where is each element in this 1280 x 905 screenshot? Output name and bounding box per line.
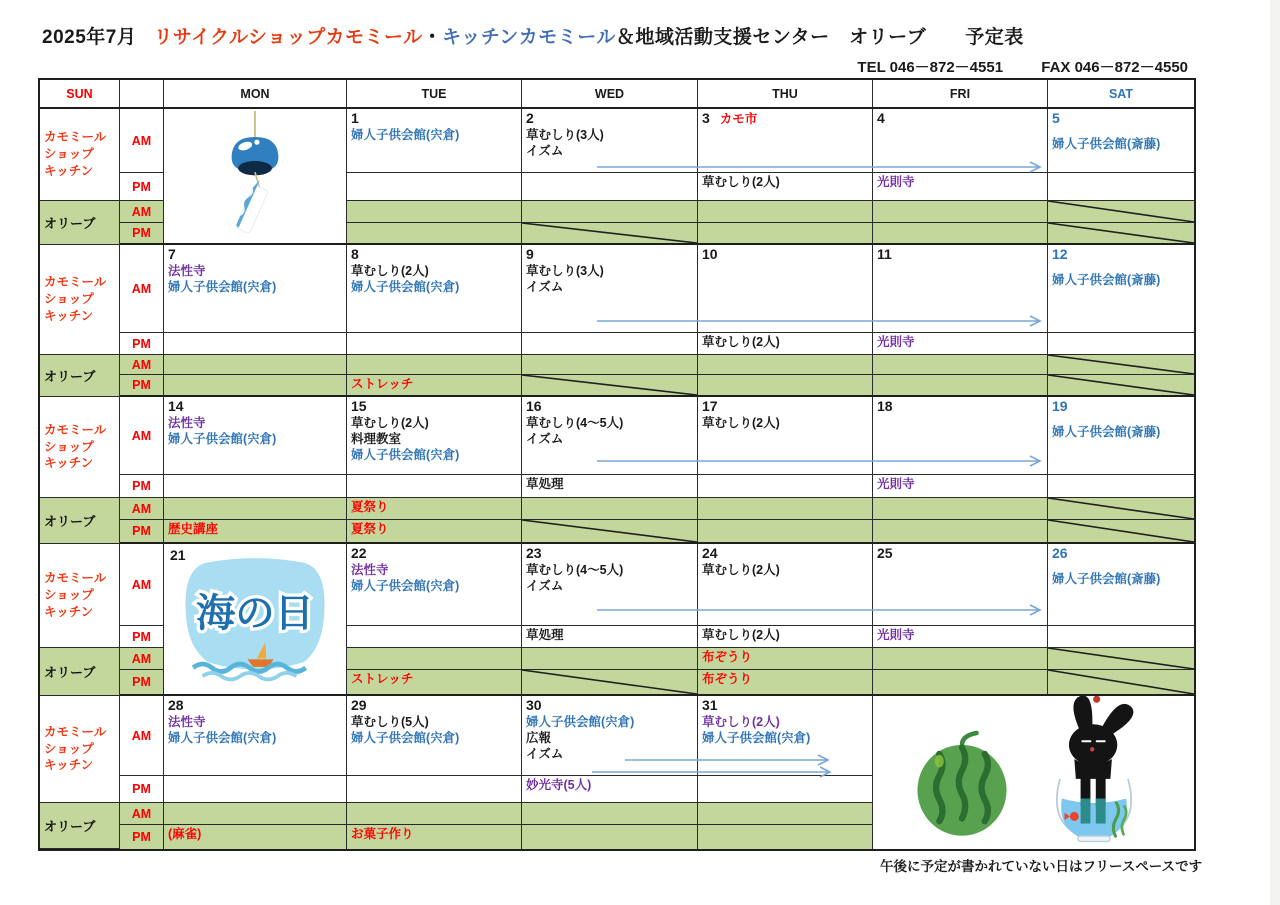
row-label-kamomile: カモミール ショップ キッチン — [40, 696, 120, 803]
olive-am-cell — [347, 355, 522, 375]
header-mon: MON — [164, 80, 347, 109]
olive-pm-cell: 布ぞうり — [698, 670, 873, 696]
olive-am-cell — [698, 355, 873, 375]
date-24: 24 — [702, 545, 718, 561]
date-14: 14 — [168, 398, 184, 414]
diagonal-line — [1048, 355, 1194, 374]
header-fri: FRI — [873, 80, 1048, 109]
footer-note: 午後に予定が書かれていない日はフリースペースです — [880, 859, 1203, 874]
cell-day3-pm: 草むしり(2人) — [698, 173, 873, 201]
cell-day10-am — [698, 245, 873, 333]
diagonal-line — [1048, 375, 1194, 395]
week-2 — [40, 245, 1194, 397]
cell-day7-am: 7 法性寺 婦人子供会館(宍倉) — [164, 245, 347, 333]
cell-day11-pm: 光則寺 — [873, 333, 1048, 355]
am-label: AM — [120, 696, 164, 776]
olive-am-cell — [873, 648, 1048, 670]
row-label-olive: オリーブ — [40, 803, 120, 849]
am-label: AM — [120, 245, 164, 333]
date-25: 25 — [877, 545, 893, 561]
row-label-olive: オリーブ — [40, 498, 120, 544]
week-5 — [40, 696, 1194, 849]
cell-day10-pm: 草むしり(2人) — [698, 333, 873, 355]
olive-pm-cell — [873, 670, 1048, 696]
pm-label: PM — [120, 173, 164, 201]
olive-am-cell — [873, 355, 1048, 375]
cell-day26-pm — [1048, 626, 1194, 648]
pm-label: PM — [120, 333, 164, 355]
cell-day16-am: 16 草むしり(4～5人) イズム — [522, 397, 698, 475]
row-label-kamomile: カモミール ショップ キッチン — [40, 109, 120, 201]
pm-label: PM — [120, 475, 164, 498]
diagonal-line — [1048, 498, 1194, 519]
cell-fri-sat-illustrations — [873, 696, 1194, 849]
cell-day18-pm: 光則寺 — [873, 475, 1048, 498]
olive-pm-label: PM — [120, 670, 164, 696]
date-31: 31 — [702, 697, 718, 713]
title-separator: ・ — [422, 27, 443, 48]
olive-pm-cell — [347, 223, 522, 245]
marine-day-illustration — [180, 553, 330, 685]
cell-day29-pm — [347, 776, 522, 803]
cell-day16-pm: 草処理 — [522, 475, 698, 498]
cell-day1-am: 1 婦人子供会館(宍倉) — [347, 109, 522, 173]
header-thu: THU — [698, 80, 873, 109]
page-title — [42, 22, 1024, 49]
cell-day24-pm: 草むしり(2人) — [698, 626, 873, 648]
cell-day9-pm — [522, 333, 698, 355]
date-19: 19 — [1052, 398, 1068, 414]
row-label-olive: オリーブ — [40, 355, 120, 397]
diagonal-line — [1048, 648, 1194, 669]
olive-pm-cell: お菓子作り — [347, 825, 522, 849]
row-label-kamomile: カモミール ショップ キッチン — [40, 544, 120, 648]
date-8: 8 — [351, 246, 359, 262]
olive-am-cell — [873, 498, 1048, 520]
olive-pm-cell-closed — [522, 520, 698, 544]
olive-am-cell: 夏祭り — [347, 498, 522, 520]
cell-day4-pm: 光則寺 — [873, 173, 1048, 201]
cell-day23-pm: 草処理 — [522, 626, 698, 648]
cell-day25-pm: 光則寺 — [873, 626, 1048, 648]
cell-day5-pm — [1048, 173, 1194, 201]
date-26: 26 — [1052, 545, 1068, 561]
diagonal-line — [522, 375, 697, 395]
olive-pm-cell: ストレッチ — [347, 670, 522, 696]
header-tue: TUE — [347, 80, 522, 109]
olive-pm-cell-closed — [1048, 520, 1194, 544]
date-29: 29 — [351, 697, 367, 713]
title-kitchen: キッチンカモミール — [442, 27, 616, 48]
cell-day9-am: 9 草むしり(3人) イズム — [522, 245, 698, 333]
header-ampm-spacer — [120, 80, 164, 109]
olive-pm-cell — [873, 223, 1048, 245]
date-17: 17 — [702, 398, 718, 414]
rabbit-fishbowl-illustration — [1038, 696, 1150, 845]
olive-pm-cell: (麻雀) — [164, 825, 347, 849]
date-3: 3 — [702, 110, 710, 126]
olive-pm-cell: 夏祭り — [347, 520, 522, 544]
olive-pm-cell: ストレッチ — [347, 375, 522, 397]
olive-pm-label: PM — [120, 520, 164, 544]
olive-am-cell-closed — [1048, 201, 1194, 223]
date-15: 15 — [351, 398, 367, 414]
row-label-olive: オリーブ — [40, 648, 120, 696]
cell-mon-wind-chime — [164, 109, 347, 245]
olive-am-label: AM — [120, 803, 164, 825]
cell-day5-am: 5 婦人子供会館(斎藤) — [1048, 109, 1194, 173]
cell-day17-pm — [698, 475, 873, 498]
cell-day11-am — [873, 245, 1048, 333]
cell-day24-am: 24 草むしり(2人) — [698, 544, 873, 626]
diagonal-line — [1048, 223, 1194, 243]
fax-number: FAX 046－872－4550 — [1041, 59, 1188, 76]
title-recycle-shop: リサイクルショップカモミール — [153, 27, 423, 48]
olive-pm-cell-closed — [1048, 670, 1194, 696]
week-3 — [40, 397, 1194, 544]
olive-am-cell — [522, 803, 698, 825]
cell-day30-am: 30 婦人子供会館(宍倉) 広報 イズム — [522, 696, 698, 776]
cell-day19-am: 19 婦人子供会館(斎藤) — [1048, 397, 1194, 475]
page-edge — [1270, 0, 1280, 905]
cell-day3-am — [698, 109, 873, 173]
cell-day21-marine-day — [164, 544, 347, 696]
date-16: 16 — [526, 398, 542, 414]
olive-am-cell — [698, 498, 873, 520]
header-wed: WED — [522, 80, 698, 109]
olive-am-cell — [522, 498, 698, 520]
schedule-table — [38, 78, 1196, 851]
olive-pm-cell-closed — [522, 670, 698, 696]
header-sat: SAT — [1048, 80, 1194, 109]
olive-pm-cell-closed — [1048, 223, 1194, 245]
date-21: 21 — [170, 547, 186, 563]
olive-pm-cell: 歴史講座 — [164, 520, 347, 544]
olive-am-cell-closed — [1048, 498, 1194, 520]
date-10: 10 — [702, 246, 718, 262]
cell-day4-am — [873, 109, 1048, 173]
cell-day12-pm — [1048, 333, 1194, 355]
cell-day28-am: 28 法性寺 婦人子供会館(宍倉) — [164, 696, 347, 776]
olive-am-label: AM — [120, 355, 164, 375]
olive-am-cell — [522, 355, 698, 375]
diagonal-line — [1048, 520, 1194, 542]
kamo-market-event: カモ市 — [719, 112, 758, 126]
date-2: 2 — [526, 110, 534, 126]
olive-am-cell — [698, 803, 873, 825]
date-28: 28 — [168, 697, 184, 713]
week-4 — [40, 544, 1194, 696]
contact-info — [857, 56, 1188, 77]
olive-am-cell: 布ぞうり — [698, 648, 873, 670]
cell-day2-am: 2 草むしり(3人) イズム — [522, 109, 698, 173]
wind-chime-illustration — [200, 111, 310, 241]
pm-label: PM — [120, 776, 164, 803]
cell-day23-am: 23 草むしり(4～5人) イズム — [522, 544, 698, 626]
header-sun: SUN — [40, 80, 120, 109]
cell-day28-pm — [164, 776, 347, 803]
date-18: 18 — [877, 398, 893, 414]
date-4: 4 — [877, 110, 885, 126]
cell-day7-pm — [164, 333, 347, 355]
cell-day30-pm: 妙光寺(5人) — [522, 776, 698, 803]
olive-pm-cell — [698, 223, 873, 245]
olive-pm-label: PM — [120, 825, 164, 849]
date-30: 30 — [526, 697, 542, 713]
am-label: AM — [120, 544, 164, 626]
olive-pm-label: PM — [120, 223, 164, 245]
date-5: 5 — [1052, 110, 1060, 126]
diagonal-line — [522, 520, 697, 542]
cell-day29-am: 29 草むしり(5人) 婦人子供会館(宍倉) — [347, 696, 522, 776]
date-12: 12 — [1052, 246, 1068, 262]
date-9: 9 — [526, 246, 534, 262]
cell-day1-pm — [347, 173, 522, 201]
olive-am-cell — [347, 803, 522, 825]
olive-pm-cell — [698, 520, 873, 544]
cell-day14-am: 14 法性寺 婦人子供会館(宍倉) — [164, 397, 347, 475]
row-label-kamomile: カモミール ショップ キッチン — [40, 397, 120, 498]
cell-day8-am: 8 草むしり(2人) 婦人子供会館(宍倉) — [347, 245, 522, 333]
date-7: 7 — [168, 246, 176, 262]
date-1: 1 — [351, 110, 359, 126]
weekday-header-row — [40, 80, 1194, 109]
olive-am-cell — [347, 648, 522, 670]
date-23: 23 — [526, 545, 542, 561]
row-label-kamomile: カモミール ショップ キッチン — [40, 245, 120, 355]
olive-am-cell — [164, 803, 347, 825]
date-11: 11 — [877, 246, 892, 262]
olive-am-cell-closed — [1048, 355, 1194, 375]
olive-pm-cell — [873, 520, 1048, 544]
cell-day15-pm — [347, 475, 522, 498]
diagonal-line — [522, 670, 697, 694]
olive-pm-cell — [873, 375, 1048, 397]
olive-am-cell — [873, 201, 1048, 223]
olive-am-label: AM — [120, 201, 164, 223]
olive-am-cell-closed — [1048, 648, 1194, 670]
olive-pm-cell-closed — [522, 223, 698, 245]
title-suffix: ＆地域活動支援センター オリーブ 予定表 — [615, 27, 1024, 48]
olive-am-cell — [698, 201, 873, 223]
am-label: AM — [120, 397, 164, 475]
olive-pm-cell — [164, 375, 347, 397]
cell-day8-pm — [347, 333, 522, 355]
olive-am-cell — [164, 498, 347, 520]
svg-text:海の日: 海の日 — [195, 591, 315, 636]
cell-day15-am: 15 草むしり(2人) 料理教室 婦人子供会館(宍倉) — [347, 397, 522, 475]
olive-pm-cell-closed — [1048, 375, 1194, 397]
cell-day19-pm — [1048, 475, 1194, 498]
olive-pm-cell — [522, 825, 698, 849]
diagonal-line — [1048, 201, 1194, 222]
tel-number: TEL 046－872－4551 — [857, 59, 1004, 76]
cell-day18-am — [873, 397, 1048, 475]
cell-day22-am: 22 法性寺 婦人子供会館(宍倉) — [347, 544, 522, 626]
olive-am-label: AM — [120, 648, 164, 670]
cell-day26-am: 26 婦人子供会館(斎藤) — [1048, 544, 1194, 626]
olive-am-cell — [164, 355, 347, 375]
olive-am-cell — [347, 201, 522, 223]
cell-day31-am: 31 草むしり(2人) 婦人子供会館(宍倉) — [698, 696, 873, 776]
cell-day22-pm — [347, 626, 522, 648]
cell-day2-pm — [522, 173, 698, 201]
diagonal-line — [522, 223, 697, 243]
title-month: 2025年7月 — [42, 27, 137, 48]
row-label-olive: オリーブ — [40, 201, 120, 245]
cell-day25-am — [873, 544, 1048, 626]
olive-pm-label: PM — [120, 375, 164, 397]
olive-pm-cell — [698, 825, 873, 849]
olive-am-cell — [522, 201, 698, 223]
cell-day12-am: 12 婦人子供会館(斎藤) — [1048, 245, 1194, 333]
cell-day17-am: 17 草むしり(2人) — [698, 397, 873, 475]
pm-label: PM — [120, 626, 164, 648]
week-1 — [40, 109, 1194, 245]
olive-am-cell — [522, 648, 698, 670]
date-22: 22 — [351, 545, 367, 561]
watermelon-illustration — [912, 727, 1012, 839]
olive-am-label: AM — [120, 498, 164, 520]
olive-pm-cell — [698, 375, 873, 397]
cell-day14-pm — [164, 475, 347, 498]
cell-day31-pm — [698, 776, 873, 803]
diagonal-line — [1048, 670, 1194, 694]
olive-pm-cell-closed — [522, 375, 698, 397]
am-label: AM — [120, 109, 164, 173]
